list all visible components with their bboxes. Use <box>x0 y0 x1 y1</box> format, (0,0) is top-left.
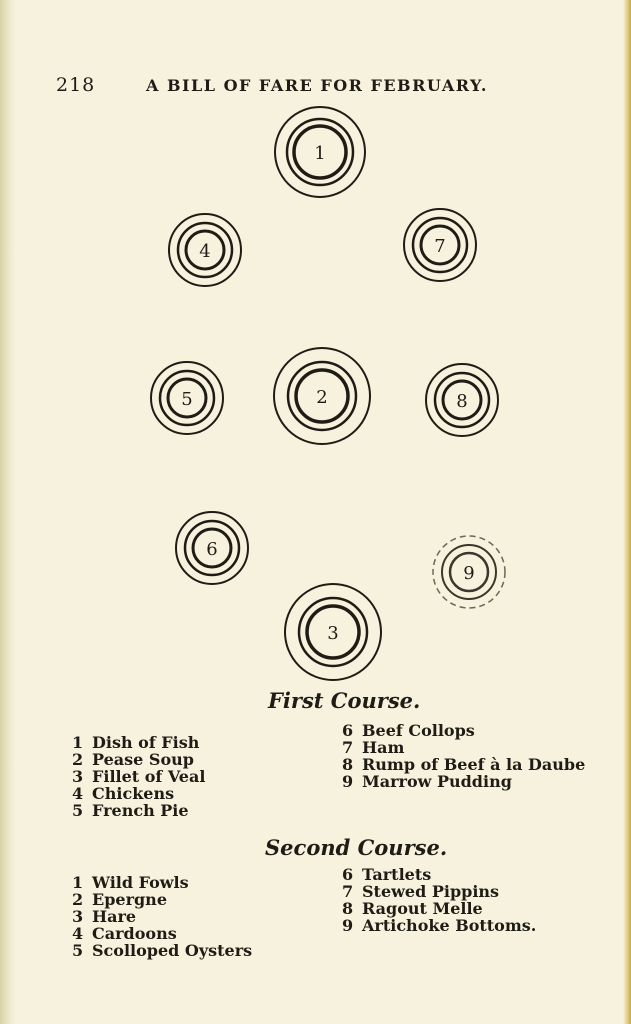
list-item <box>342 866 536 883</box>
dish-9-label: 9 <box>463 563 475 584</box>
first-course-right-list <box>342 722 585 790</box>
item-name: Scolloped Oysters <box>92 941 253 960</box>
running-head: A BILL OF FARE FOR FEBRUARY. <box>146 76 488 95</box>
list-item <box>342 739 585 756</box>
item-name: French Pie <box>92 801 189 820</box>
dish-8 <box>426 364 498 436</box>
second-course-title: Second Course. <box>265 835 448 860</box>
second-course-right-list <box>342 866 536 934</box>
first-course-title: First Course. <box>268 688 421 713</box>
list-item <box>72 734 205 751</box>
list-item <box>342 756 585 773</box>
item-name: Ragout Melle <box>362 899 483 918</box>
dish-2 <box>274 348 370 444</box>
item-name: Epergne <box>92 890 167 909</box>
list-item <box>72 768 205 785</box>
item-number: 3 <box>72 907 84 926</box>
list-item <box>342 722 585 739</box>
item-number: 3 <box>72 767 84 786</box>
item-number: 4 <box>72 924 84 943</box>
item-name: Hare <box>92 907 137 926</box>
item-number: 2 <box>72 890 84 909</box>
list-item <box>342 773 585 790</box>
list-item <box>72 925 252 942</box>
item-name: Stewed Pippins <box>362 882 500 901</box>
second-course-left-list <box>72 874 252 959</box>
list-item <box>72 802 205 819</box>
dish-7-label: 7 <box>434 236 446 257</box>
item-number: 6 <box>342 865 354 884</box>
item-name: Tartlets <box>362 865 432 884</box>
item-number: 7 <box>342 882 354 901</box>
item-number: 8 <box>342 899 354 918</box>
item-name: Ham <box>362 738 405 757</box>
dish-8-label: 8 <box>456 391 468 412</box>
dish-5 <box>151 362 223 434</box>
item-number: 5 <box>72 941 84 960</box>
item-number: 2 <box>72 750 84 769</box>
dish-4-label: 4 <box>199 241 211 262</box>
dish-7 <box>404 209 476 281</box>
dish-4 <box>169 214 241 286</box>
dish-6 <box>176 512 248 584</box>
dish-6-label: 6 <box>206 539 218 560</box>
dish-1 <box>275 107 365 197</box>
item-name: Wild Fowls <box>92 873 189 892</box>
item-name: Chickens <box>92 784 175 803</box>
list-item <box>342 883 536 900</box>
item-number: 9 <box>342 772 354 791</box>
item-name: Dish of Fish <box>92 733 200 752</box>
item-number: 7 <box>342 738 354 757</box>
list-item <box>72 874 252 891</box>
list-item <box>72 751 205 768</box>
item-number: 5 <box>72 801 84 820</box>
item-name: Marrow Pudding <box>362 772 512 791</box>
list-item <box>72 785 205 802</box>
item-name: Cardoons <box>92 924 177 943</box>
item-number: 1 <box>72 733 84 752</box>
dish-9 <box>433 536 505 608</box>
first-course-left-list <box>72 734 205 819</box>
item-number: 8 <box>342 755 354 774</box>
list-item <box>72 891 252 908</box>
item-name: Pease Soup <box>92 750 194 769</box>
item-number: 9 <box>342 916 354 935</box>
list-item <box>72 942 252 959</box>
item-name: Rump of Beef à la Daube <box>362 755 586 774</box>
dish-5-label: 5 <box>181 389 193 410</box>
list-item <box>72 908 252 925</box>
list-item <box>342 900 536 917</box>
dish-3-label: 3 <box>327 623 339 644</box>
item-number: 1 <box>72 873 84 892</box>
dish-1-label: 1 <box>314 143 326 164</box>
dish-3 <box>285 584 381 680</box>
item-name: Beef Collops <box>362 721 475 740</box>
item-name: Artichoke Bottoms. <box>362 916 537 935</box>
dish-2-label: 2 <box>316 387 328 408</box>
list-item <box>342 917 536 934</box>
item-number: 6 <box>342 721 354 740</box>
item-number: 4 <box>72 784 84 803</box>
page-number: 218 <box>56 74 96 96</box>
item-name: Fillet of Veal <box>92 767 206 786</box>
